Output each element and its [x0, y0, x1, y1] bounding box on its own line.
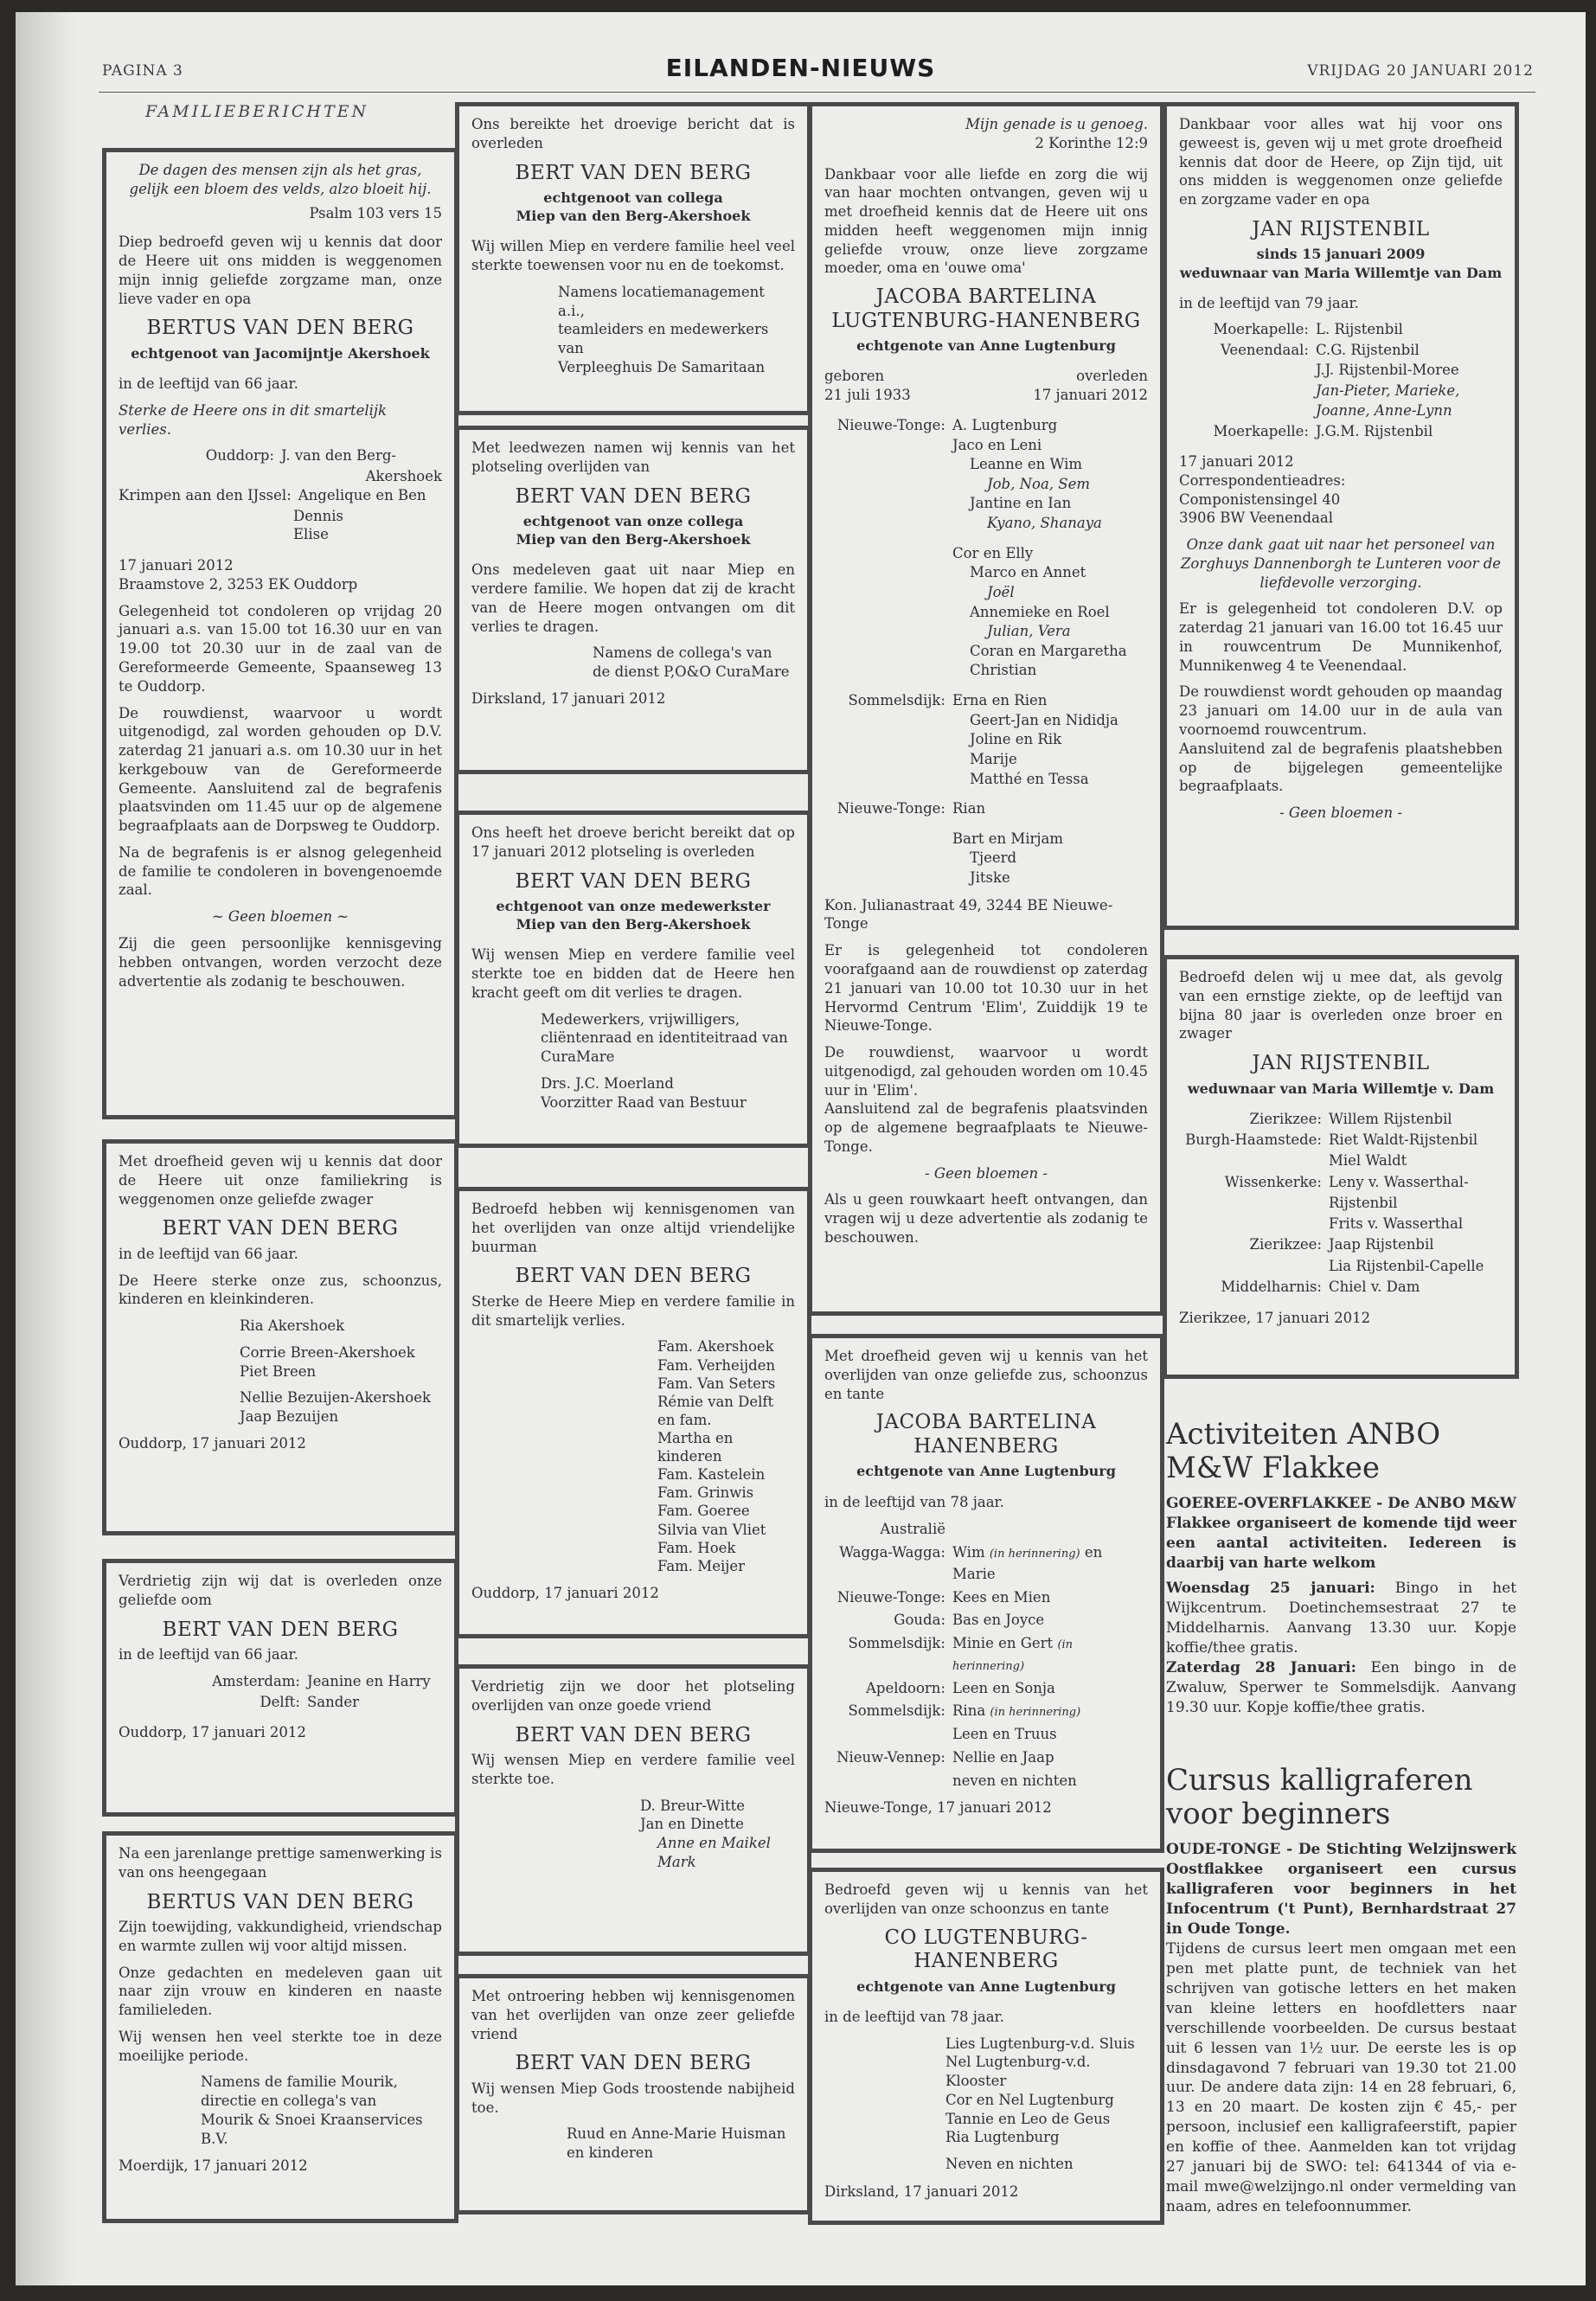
- deceased-name: CO LUGTENBURG-: [884, 1926, 1088, 1949]
- family-row: Nieuwe-Tonge: Rian: [836, 800, 986, 817]
- memoriam-note: (in herinnering): [989, 1548, 1080, 1561]
- family-row: Joanne, Anne-Lynn: [1316, 402, 1452, 420]
- family-row: Lia Rijstenbil-Capelle: [1329, 1257, 1484, 1274]
- notice-jan-family: Dankbaar voor alles wat hij voor ons geweest is, geven wij u met grote droefheid kennis dat door de Heere, op Zijn tijd, uit ons midden is weggenomen onze geliefde en zorgzame vader en opa JAN RIJSTENBIL sinds 15 januari 2009 weduwnaar van Maria Willemtje van Dam in de leeftijd van 79 jaar. Moerkapelle: L. Rijstenbil Veenendaal: C.G. Rijstenbil J.J. Rijstenbil-Moree Jan-Pieter, Marieke, Joanne, Anne-Lynn Moerkapelle: J.G.M. Rijstenbil 17 januari 2012 Correspondentieadres: Componistensingel 40 3906 BW Veenendaal Onze dank gaat uit naar het personeel van Zorghuys Dannenborgh te Lunteren voor de liefdevolle verzorging. Er is gelegenheid tot condoleren D.V. op zaterdag 21 januari van 16.00 tot 16.45 uur in rouwcentrum De Munnikenhof, Munnikenweg 4 te Veenendaal. De rouwdienst wordt gehouden op maandag 23 januari om 14.00 uur in de aula van voornoemd rouwcentrum. Aansluitend zal de begrafenis plaatshebben op de bijgelegen gemeentelijke begraafplaats. - Geen bloemen -: [1163, 102, 1519, 930]
- family-row: [824, 820, 1148, 829]
- family-list: [824, 417, 1148, 888]
- family-row: Job, Noa, Sem: [987, 475, 1091, 492]
- notice-bert-oom: Verdrietig zijn wij dat is overleden onze geliefde oom BERT VAN DEN BERG in de leeftijd van 66 jaar. Amsterdam: Jeanine en Harry Delft: Sander Ouddorp, 17 januari 2012: [102, 1559, 458, 1817]
- family-row: Middelharnis: Chiel v. Dam: [1221, 1278, 1420, 1295]
- notice-bert-huisman: Met ontroering hebben wij kennisgenomen van het overlijden van onze zeer geliefde vriend BERT VAN DEN BERG Wij wensen Miep Gods troostende nabijheid toe. Ruud en Anne-Marie Huisman en kinderen: [455, 1974, 811, 2214]
- family-row: [824, 682, 1148, 690]
- memoriam-note: (in herinnering): [990, 1706, 1081, 1720]
- family-row: Zierikzee: Willem Rijstenbil: [1249, 1110, 1452, 1127]
- deceased-name: JACOBA BARTELINA: [875, 285, 1097, 309]
- family-row: Leen en Truus: [952, 1726, 1057, 1743]
- deceased-name: BERT VAN DEN BERG: [162, 1217, 399, 1240]
- family-row: neven en nichten: [952, 1772, 1077, 1789]
- deceased-name: BERT VAN DEN BERG: [515, 869, 752, 893]
- family-row: Gouda: Bas en Joyce: [894, 1612, 1045, 1629]
- deceased-name: JAN RIJSTENBIL: [1252, 217, 1430, 240]
- family-row: Wagga-Wagga: Wim (in herinnering) en Marie: [839, 1544, 1103, 1582]
- notice-jacoba-family: Mijn genade is u genoeg. 2 Korinthe 12:9 Dankbaar voor alle liefde en zorg die wij van haar mochten ontvangen, geven wij u met droefheid kennis dat de Heere uit ons midden heeft weggenomen mijn innig geliefde vrouw, onze lieve zorgzame moeder, oma en 'ouwe oma' JACOBA BARTELINA LUGTENBURG-HANENBERG echtgenote van Anne Lugtenburg geboren overleden 21 juli 1933 17 januari 2012 Nieuwe-Tonge: A. Lugtenburg Jaco en Leni Leanne en Wim Job, Noa, Sem Jantine en Ian Kyano, Shanaya Cor en Elly Marco en Annet Joël Annemieke en Roel Julian, Vera Coran en Margaretha Christian Sommelsdijk: Erna en Rien Geert-Jan en Nididja Joline en Rik Marije Matthé en Tessa Nieuwe-Tonge: Rian Bart en Mirjam Tjeerd Jitske Kon. Julianastraat 49, 3244 BE Nieuwe-Tonge Er is gelegenheid tot condoleren voorafgaand aan de rouwdienst op zaterdag 21 januari van 10.00 tot 10.30 uur in het Hervormd Centrum 'Elim', Zuiddijk 19 te Nieuwe-Tonge. De rouwdienst, waarvoor u wordt uitgenodigd, zal gehouden worden om 10.45 uur in 'Elim'. Aansluitend zal de begrafenis plaatsvinden op de algemene begraafplaats te Nieuwe-Tonge. - Geen bloemen - Als u geen rouwkaart heeft ontvangen, dan vragen wij u deze advertentie als zodanig te beschouwen.: [808, 102, 1164, 1316]
- deceased-name: BERT VAN DEN BERG: [515, 161, 752, 184]
- article-title: Cursus kalligraferen voor beginners: [1166, 1763, 1473, 1832]
- family-row: Geert-Jan en Nididja: [970, 711, 1118, 728]
- family-row: Nieuw-Vennep: Nellie en Jaap: [836, 1748, 1054, 1766]
- family-row: Frits v. Wasserthal: [1329, 1215, 1464, 1233]
- family-row: Joël: [987, 583, 1015, 600]
- sibling-list: [824, 1519, 1148, 1791]
- family-row: Tjeerd: [970, 849, 1017, 867]
- family-row: Annemieke en Roel: [970, 603, 1110, 620]
- issue-date: VRIJDAG 20 JANUARI 2012: [1307, 62, 1534, 80]
- deceased-name: BERT VAN DEN BERG: [515, 2052, 752, 2075]
- family-row: Christian: [970, 662, 1037, 679]
- family-row: Zierikzee: Jaap Rijstenbil: [1249, 1236, 1434, 1253]
- family-row: Sommelsdijk: Rina (in herinnering): [848, 1702, 1081, 1720]
- family-row: Nieuwe-Tonge: A. Lugtenburg: [836, 416, 1058, 433]
- notice-bert-curamare-pao: Met leedwezen namen wij kennis van het plotseling overlijden van BERT VAN DEN BERG echtgenoot van onze collega Miep van den Berg-Akershoek Ons medeleven gaat uit naar Miep en verdere familie. We hopen dat zij de kracht van de Heere mogen ontvangen om dit verlies te dragen. Namens de collega's van de dienst P,O&O CuraMare Dirksland, 17 januari 2012: [455, 426, 811, 774]
- family-list: [1179, 320, 1503, 440]
- deceased-name: BERT VAN DEN BERG: [162, 1618, 399, 1641]
- family-row: Jantine en Ian: [970, 495, 1072, 512]
- family-row: Sommelsdijk: Erna en Rien: [848, 692, 1048, 709]
- family-row: Marije: [970, 750, 1017, 767]
- family-row: Moerkapelle: J.G.M. Rijstenbil: [1213, 422, 1433, 439]
- article-kalligraferen: Cursus kalligraferen voor beginners OUDE-TONGE - De Stichting Welzijnswerk Oostflakkee organiseert een cursus kalligraferen voor beginners in het Infocentrum ('t Punt), Bernhardstraat 27 in Oude Tonge. Tijdens de cursus leert men omgaan met een pen met platte punt, de techniek van het schrijven van gotische letters en het maken van kleine letters en hoofdletters naar verschillende voorbeelden. De cursus bestaat uit 6 lessen van 1½ uur. De eerste les is op dinsdagavond 7 februari van 19.30 tot 21.00 uur. De andere data zijn: 14 en 28 februari, 6, 13 en 20 maart. De kosten zijn € 45,- per persoon, inclusief een kalligrafeerstift, papier en koffie of thee. Aanmelden kan tot vrijdag 27 januari bij de SWO: tel: 641344 of via e-mail mwe@welzijngo.nl onder vermelding van naam, adres en telefoonnummer.: [1166, 1763, 1516, 2216]
- notice-jan-siblings: Bedroefd delen wij u mee dat, als gevolg van een ernstige ziekte, op de leeftijd van bijna 80 jaar is overleden onze broer en zwager JAN RIJSTENBIL weduwnaar van Maria Willemtje v. Dam Zierikzee: Willem Rijstenbil Burgh-Haamstede: Riet Waldt-Rijstenbil Miel Waldt Wissenkerke: Leny v. Wasserthal- Rijstenbil Frits v. Wasserthal Zierikzee: Jaap Rijstenbil Lia Rijstenbil-Capelle Middelharnis: Chiel v. Dam Zierikzee, 17 januari 2012: [1163, 955, 1519, 1379]
- notice-bert-buurman: Bedroefd hebben wij kennisgenomen van het overlijden van onze altijd vriendelijke buurman BERT VAN DEN BERG Sterke de Heere Miep en verdere familie in dit smartelijk verlies. Fam. Akershoek Fam. Verheijden Fam. Van Seters Rémie van Delft en fam. Martha en kinderen Fam. Kastelein Fam. Grinwis Fam. Goeree Silvia van Vliet Fam. Hoek Fam. Meijer Ouddorp, 17 januari 2012: [455, 1187, 811, 1638]
- newspaper-page: [16, 12, 1586, 2285]
- notice-jacoba-siblings: Met droefheid geven wij u kennis van het overlijden van onze geliefde zus, schoonzus en tante JACOBA BARTELINA HANENBERG echtgenote van Anne Lugtenburg in de leeftijd van 78 jaar. Australië Wagga-Wagga: Wim (in herinnering) en Marie Nieuwe-Tonge: Kees en Mien Gouda: Bas en Joyce Sommelsdijk: Minie en Gert (in herinnering) Apeldoorn: Leen en Sonja Sommelsdijk: Rina (in herinnering) Leen en Truus Nieuw-Vennep: Nellie en Jaap neven en nichten Nieuwe-Tonge, 17 januari 2012: [808, 1334, 1164, 1853]
- notice-bertus-mourik: Na een jarenlange prettige samenwerking is van ons heengegaan BERTUS VAN DEN BERG Zijn toewijding, vakkundigheid, vriendschap en warmte zullen wij voor altijd missen. Onze gedachten en medeleven gaan uit naar zijn vrouw en kinderen en naaste familieleden. Wij wensen hen veel sterkte toe in deze moeilijke periode. Namens de familie Mourik, directie en collega's van Mourik & Snoei Kraanservices B.V. Moerdijk, 17 januari 2012: [102, 1831, 458, 2223]
- family-row: [824, 790, 1148, 798]
- section-title: FAMILIEBERICHTEN: [145, 102, 369, 121]
- deceased-name: BERT VAN DEN BERG: [515, 1723, 752, 1747]
- family-row: Australië: [880, 1521, 945, 1538]
- deceased-name: BERTUS VAN DEN BERG: [146, 317, 414, 340]
- deceased-name: BERT VAN DEN BERG: [515, 1265, 752, 1288]
- notice-bert-zwager: Met droefheid geven wij u kennis dat door de Heere uit onze familiekring is weggenomen onze geliefde zwager BERT VAN DEN BERG in de leeftijd van 66 jaar. De Heere sterke onze zus, schoonzus, kinderen en kleinkinderen. Ria Akershoek Corrie Breen-Akershoek Piet Breen Nellie Bezuijen-Akershoek Jaap Bezuijen Ouddorp, 17 januari 2012: [102, 1139, 458, 1535]
- notice-co-lugtenburg: Bedroefd geven wij u kennis van het overlijden van onze schoonzus en tante CO LUGTENBURG- HANENBERG echtgenote van Anne Lugtenburg in de leeftijd van 78 jaar. Lies Lugtenburg-v.d. Sluis Nel Lugtenburg-v.d. Klooster Cor en Nel Lugtenburg Tannie en Leo de Geus Ria Lugtenburg Neven en nichten Dirksland, 17 januari 2012: [808, 1868, 1164, 2225]
- family-row: Jitske: [970, 869, 1010, 887]
- page-number: PAGINA 3: [102, 62, 183, 80]
- memoriam-note: (in herinnering): [952, 1638, 1074, 1673]
- family-row: Julian, Vera: [987, 623, 1071, 640]
- notice-bertus-family: De dagen des mensen zijn als het gras, gelijk een bloem des velds, alzo bloeit hij. Psalm 103 vers 15 Diep bedroefd geven wij u kennis dat door de Heere uit ons midden is weggenomen mijn innig geliefde zorgzame man, onze lieve vader en opa BERTUS VAN DEN BERG echtgenoot van Jacomijntje Akershoek in de leeftijd van 66 jaar. Sterke de Heere ons in dit smartelijk verlies. Ouddorp: J. van den Berg- Akershoek Krimpen aan den IJssel: Angelique en Ben Dennis Elise 17 januari 2012 Braamstove 2, 3253 EK Ouddorp Gelegenheid tot condoleren op vrijdag 20 januari a.s. van 15.00 tot 16.30 uur en van 19.00 tot 20.30 uur in de zaal van de Gereformeerde Gemeente, Spaanseweg 13 te Ouddorp. De rouwdienst, waarvoor u wordt uitgenodigd, zal worden gehouden op D.V. zaterdag 21 januari a.s. om 10.30 uur in het kerkgebouw van de Gereformeerde Gemeente. Aansluitend zal de begrafenis plaatsvinden om 11.45 uur op de algemene begraafplaats aan de Dorpsweg te Ouddorp. Na de begrafenis is er alsnog gelegenheid de familie te condoleren in bovengenoemde zaal. ~ Geen bloemen ~ Zij die geen persoonlijke kennisgeving hebben ontvangen, worden verzocht deze advertentie als zodanig te beschouwen.: [102, 148, 458, 1119]
- family-row: Bart en Mirjam: [952, 830, 1064, 847]
- family-row: Matthé en Tessa: [970, 770, 1089, 787]
- masthead: EILANDEN-NIEUWS: [665, 54, 936, 82]
- family-row: Jan-Pieter, Marieke,: [1316, 381, 1460, 399]
- family-row: Miel Waldt: [1329, 1152, 1407, 1170]
- notice-bert-vriend: Verdrietig zijn we door het plotseling overlijden van onze goede vriend BERT VAN DEN BERG Wij wensen Miep en verdere familie veel sterkte toe. D. Breur-Witte Jan en Dinette Anne en Maikel Mark: [455, 1664, 811, 1956]
- family-row: J.J. Rijstenbil-Moree: [1316, 362, 1459, 379]
- family-row: Leanne en Wim: [970, 456, 1083, 473]
- family-row: Nieuwe-Tonge: Kees en Mien: [836, 1588, 1051, 1606]
- family-row: Kyano, Shanaya: [987, 515, 1102, 532]
- family-row: Marco en Annet: [970, 564, 1086, 581]
- family-row: Burgh-Haamstede: Riet Waldt-Rijstenbil: [1185, 1131, 1478, 1149]
- article-title: Activiteiten ANBO M&W Flakkee: [1166, 1417, 1441, 1486]
- family-row: Cor en Elly: [952, 544, 1034, 561]
- deceased-name: BERT VAN DEN BERG: [515, 484, 752, 508]
- family-row: Moerkapelle: L. Rijstenbil: [1213, 321, 1403, 338]
- notice-bert-curamare-staff: Ons heeft het droeve bericht bereikt dat op 17 januari 2012 plotseling is overleden BERT VAN DEN BERG echtgenoot van onze medewerkster Miep van den Berg-Akershoek Wij wensen Miep en verdere familie veel sterkte toe en bidden dat de Heere hen kracht geeft om dit verlies te dragen. Medewerkers, vrijwilligers, cliëntenraad en identiteitraad van CuraMare Drs. J.C. Moerland Voorzitter Raad van Bestuur: [455, 811, 811, 1148]
- notice-bert-samaritaan: Ons bereikte het droevige bericht dat is overleden BERT VAN DEN BERG echtgenoot van collega Miep van den Berg-Akershoek Wij willen Miep en verdere familie heel veel sterkte toewensen voor nu en de toekomst. Namens locatiemanagement a.i., teamleiders en medewerkers van Verpleeghuis De Samaritaan: [455, 102, 811, 415]
- family-row: Veenendaal: C.G. Rijstenbil: [1220, 341, 1420, 358]
- family-row: Joline en Rik: [970, 731, 1062, 748]
- deceased-name: BERTUS VAN DEN BERG: [146, 1890, 414, 1913]
- article-anbo: Activiteiten ANBO M&W Flakkee GOEREE-OVERFLAKKEE - De ANBO M&W Flakkee organiseert de komende tijd weer een aantal activiteiten. Iedereen is daarbij van harte welkom Woensdag 25 januari: Bingo in het Wijkcentrum. Doetinchemsestraat 27 te Middelharnis. Aanvang 13.30 uur. Kopje koffie/thee gratis. Zaterdag 28 Januari: Een bingo in de Zwaluw, Sperwer te Sommelsdijk. Aanvang 19.30 uur. Kopje koffie/thee gratis.: [1166, 1417, 1516, 1716]
- family-row: Apeldoorn: Leen en Sonja: [865, 1679, 1055, 1696]
- family-row: Coran en Margaretha: [970, 642, 1127, 659]
- family-row: Jaco en Leni: [952, 436, 1042, 453]
- family-row: Rijstenbil: [1329, 1194, 1398, 1211]
- family-row: Wissenkerke: Leny v. Wasserthal-: [1224, 1173, 1469, 1190]
- header-rule: [99, 92, 1535, 93]
- deceased-name: JACOBA BARTELINA: [875, 1411, 1097, 1434]
- family-row: [824, 535, 1148, 543]
- sibling-list: [1179, 1110, 1503, 1297]
- deceased-name: JAN RIJSTENBIL: [1252, 1052, 1430, 1075]
- family-row: Sommelsdijk: Minie en Gert (in herinnering): [848, 1635, 1074, 1673]
